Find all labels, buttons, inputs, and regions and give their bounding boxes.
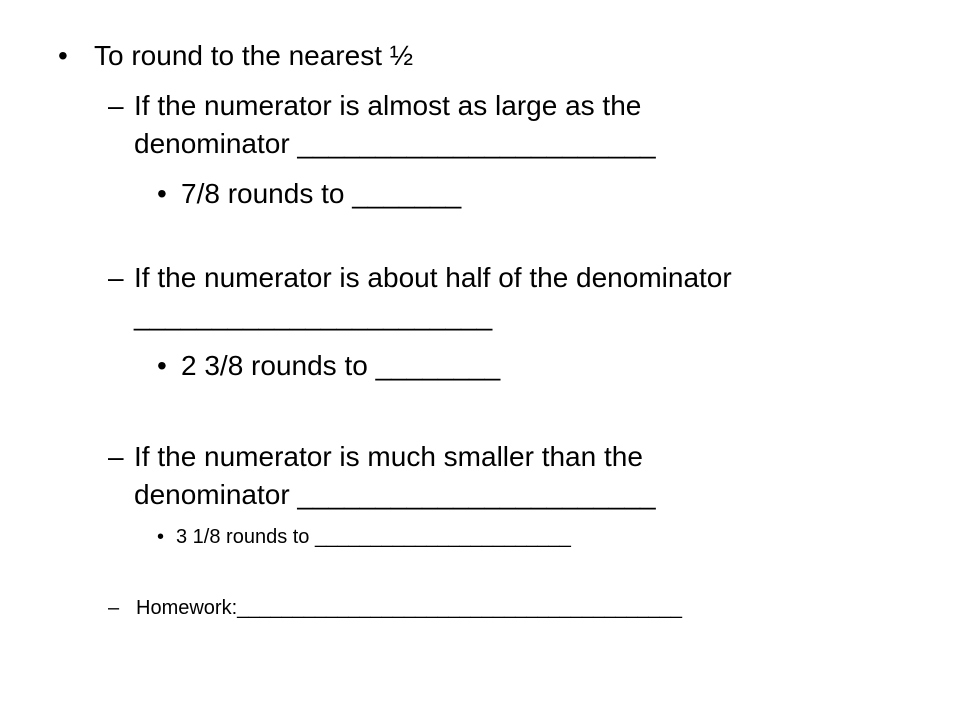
sub3-line-2: denominator _______________________ <box>134 479 656 510</box>
bullet-marker: • <box>157 350 167 381</box>
sub3-line-1: If the numerator is much smaller than the <box>134 441 643 472</box>
sub1-example: 7/8 rounds to _______ <box>181 178 462 209</box>
bullet-round-to-nearest-half: To round to the nearest ½ <box>94 40 414 71</box>
sub1-line-2: denominator _______________________ <box>134 128 656 159</box>
bullet-marker: • <box>58 40 68 71</box>
dash-marker: – <box>108 90 124 121</box>
sub2-line-2: _______________________ <box>134 300 493 331</box>
dash-marker: – <box>108 597 120 619</box>
homework-line: Homework:________________________________________ <box>136 597 683 619</box>
dash-marker: – <box>108 441 124 472</box>
bullet-marker: • <box>157 526 165 548</box>
sub2-line-1: If the numerator is about half of the denominator <box>134 262 732 293</box>
sub2-example: 2 3/8 rounds to ________ <box>181 350 501 381</box>
sub1-line-1: If the numerator is almost as large as the <box>134 90 642 121</box>
dash-marker: – <box>108 262 124 293</box>
bullet-marker: • <box>157 178 167 209</box>
sub3-example: 3 1/8 rounds to _______________________ <box>176 526 571 548</box>
